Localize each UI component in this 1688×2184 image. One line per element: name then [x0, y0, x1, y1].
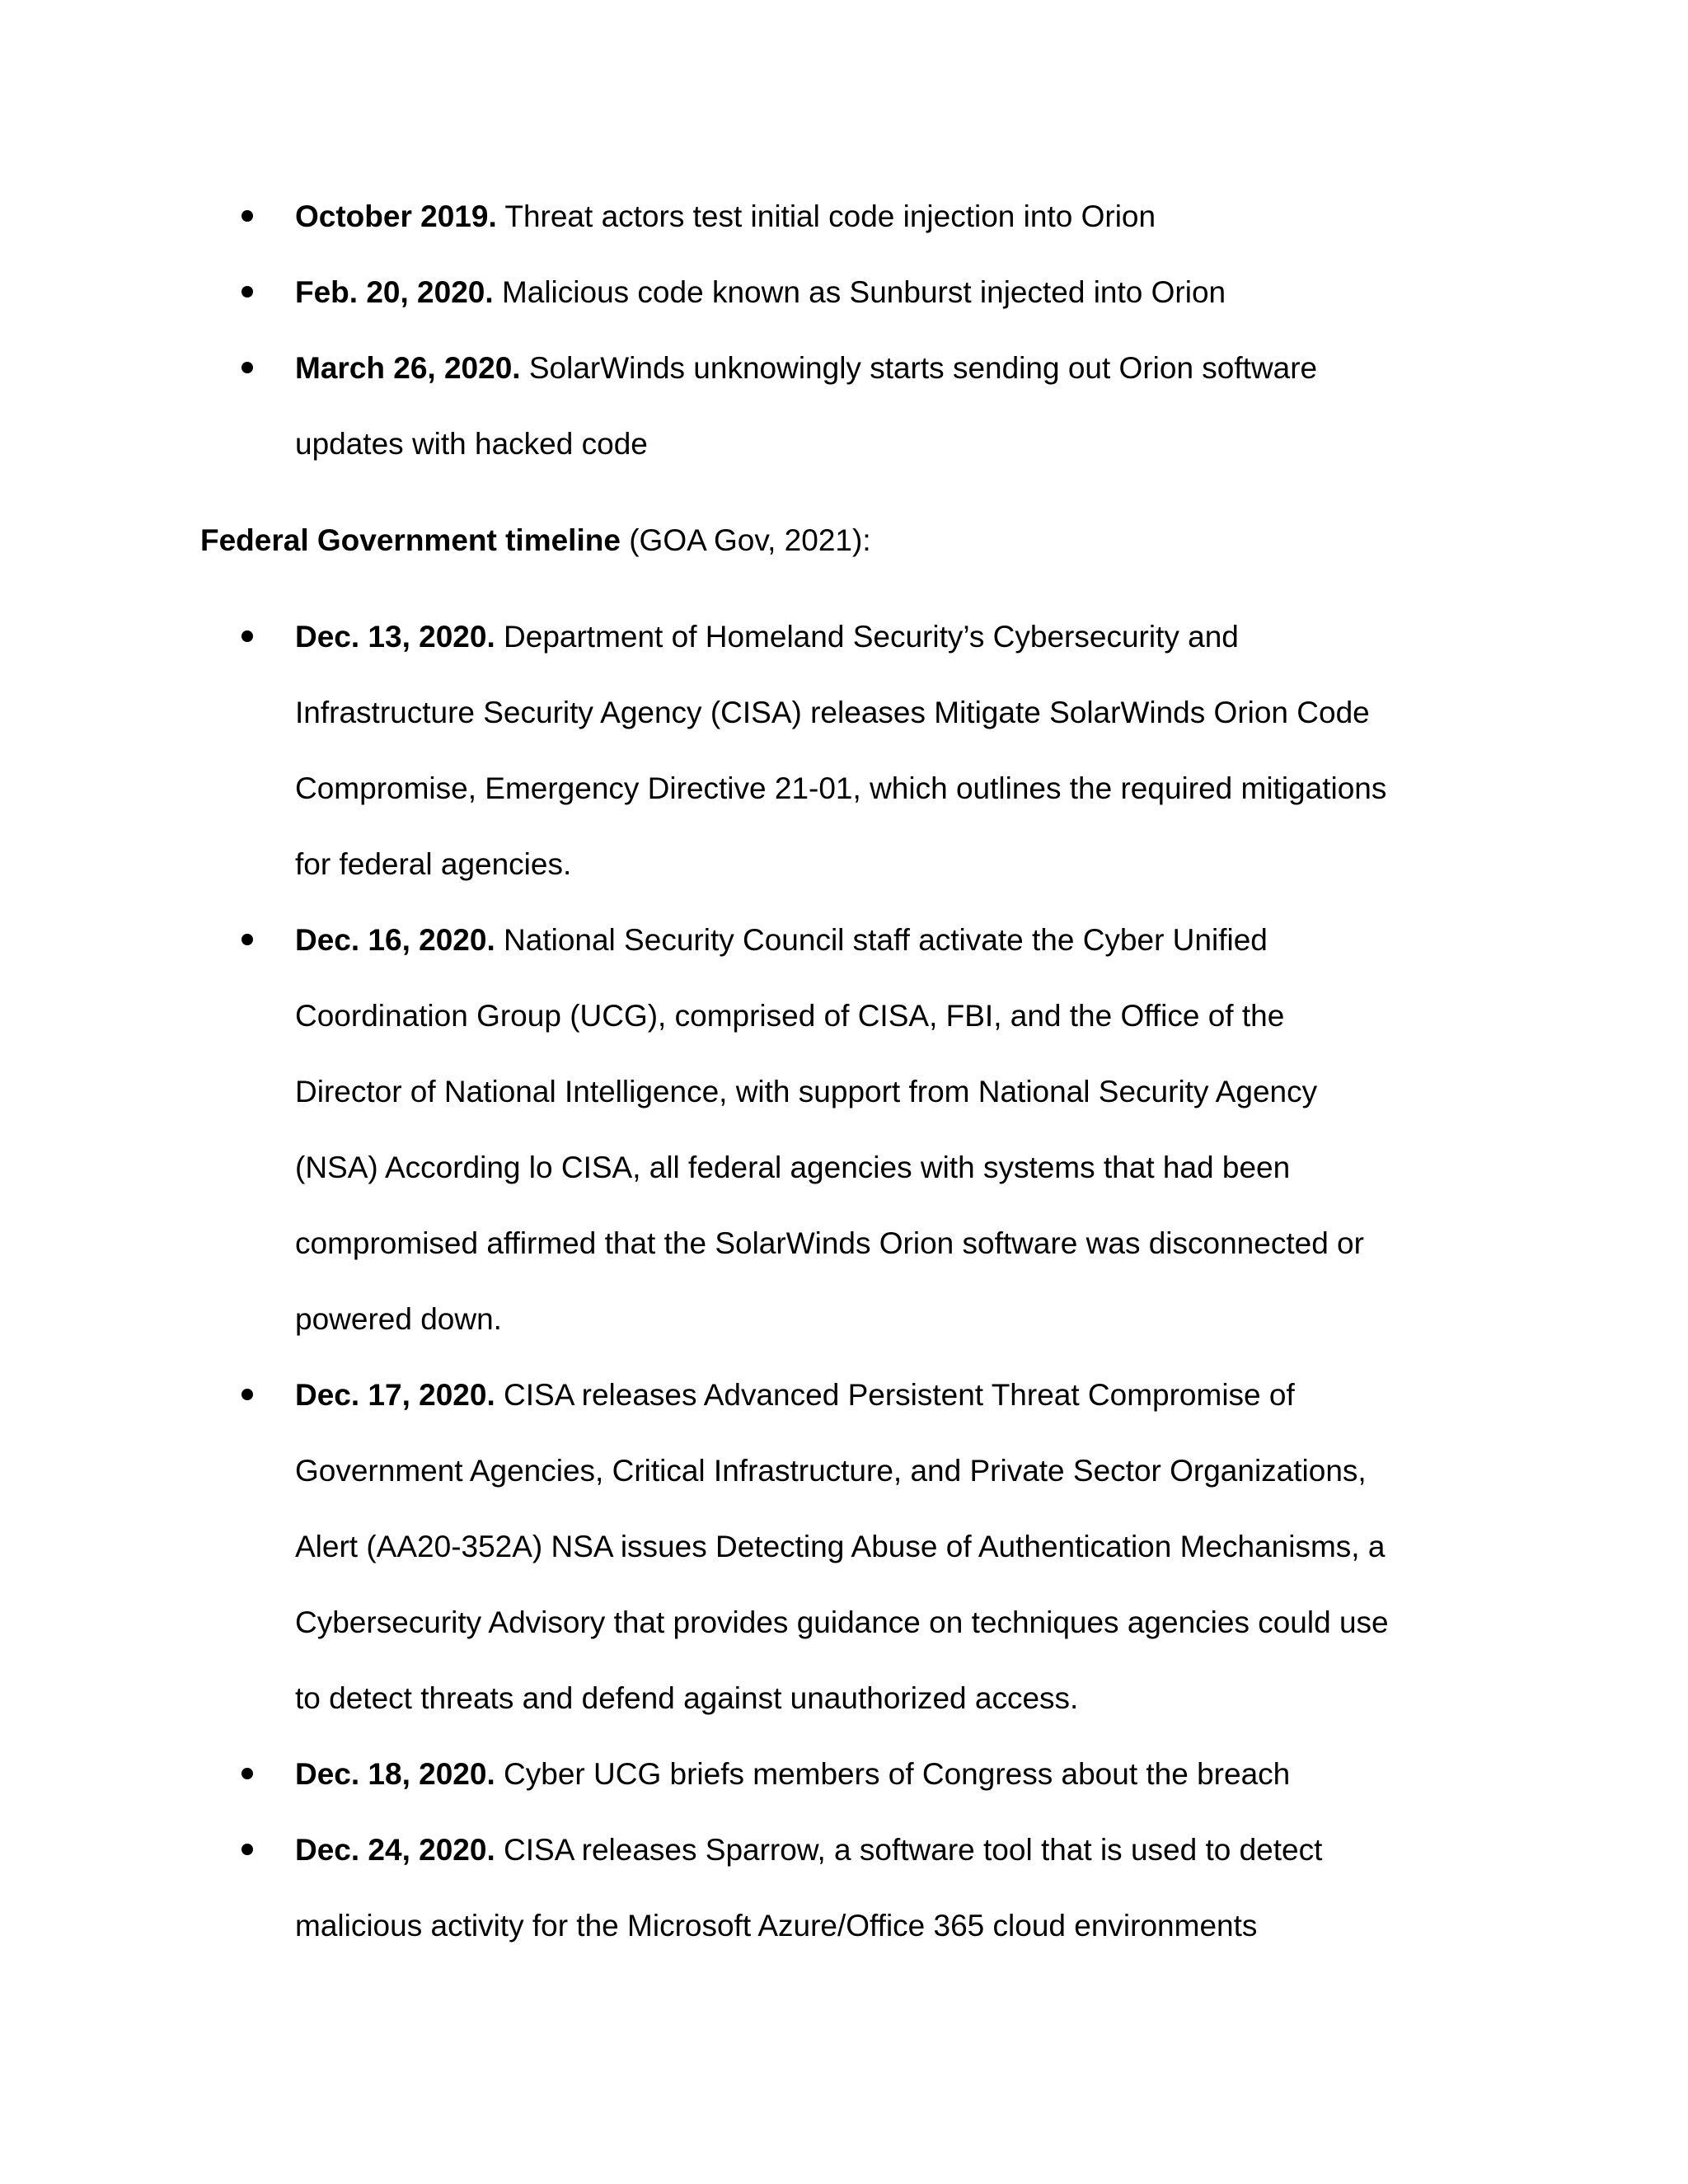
item-date: March 26, 2020.	[295, 351, 521, 385]
item-text: for federal agencies.	[295, 847, 572, 881]
heading-title: Federal Government timeline	[200, 523, 621, 557]
item-text: Malicious code known as Sunburst injected into Orion	[501, 275, 1226, 309]
heading-citation: (GOA Gov, 2021):	[620, 523, 871, 557]
list-item	[0, 599, 1688, 902]
section-heading	[200, 503, 871, 579]
list-item	[0, 1812, 1688, 1964]
bullet-icon	[241, 362, 253, 373]
bullet-icon	[241, 1844, 253, 1855]
item-text: updates with hacked code	[295, 427, 648, 461]
item-text: Alert (AA20-352A) NSA issues Detecting Abuse of Authentication Mechanisms, a	[295, 1530, 1386, 1563]
intro-timeline-list	[0, 179, 1688, 482]
item-text: powered down.	[295, 1302, 502, 1336]
item-date: Dec. 24, 2020.	[295, 1833, 495, 1867]
item-date: Dec. 18, 2020.	[295, 1757, 495, 1791]
item-text: Infrastructure Security Agency (CISA) releases Mitigate SolarWinds Orion Code	[295, 696, 1370, 729]
item-text: to detect threats and defend against unauthorized access.	[295, 1681, 1079, 1715]
item-date: Dec. 17, 2020.	[295, 1378, 495, 1412]
item-date: Dec. 13, 2020.	[295, 620, 495, 654]
item-text: National Security Council staff activate the Cyber Unified	[504, 923, 1268, 957]
bullet-icon	[241, 286, 253, 298]
item-text: (NSA) According lo CISA, all federal agencies with systems that had been	[295, 1151, 1291, 1184]
bullet-icon	[241, 210, 253, 222]
item-text: Compromise, Emergency Directive 21-01, which outlines the required mitigations	[295, 771, 1387, 805]
item-text: Cybersecurity Advisory that provides guidance on techniques agencies could use	[295, 1605, 1389, 1639]
item-text: Director of National Intelligence, with support from National Security Agency	[295, 1075, 1318, 1108]
item-text: compromised affirmed that the SolarWinds Orion software was disconnected or	[295, 1226, 1364, 1260]
item-date: October 2019.	[295, 199, 497, 233]
bullet-icon	[241, 630, 253, 642]
item-text: malicious activity for the Microsoft Azure/Office 365 cloud environments	[295, 1909, 1258, 1943]
item-text: CISA releases Advanced Persistent Threat Compromise of	[504, 1378, 1295, 1412]
item-text: Cyber UCG briefs members of Congress about the breach	[504, 1757, 1291, 1791]
item-text: Coordination Group (UCG), comprised of CISA, FBI, and the Office of the	[295, 999, 1285, 1033]
bullet-icon	[241, 1768, 253, 1779]
bullet-icon	[241, 934, 253, 945]
list-item	[0, 902, 1688, 1357]
list-item	[0, 330, 1688, 482]
item-text: Threat actors test initial code injection into Orion	[504, 199, 1156, 233]
item-date: Feb. 20, 2020.	[295, 275, 494, 309]
item-date: Dec. 16, 2020.	[295, 923, 495, 957]
list-item	[0, 255, 1688, 330]
federal-timeline-list	[0, 599, 1688, 1964]
item-text: CISA releases Sparrow, a software tool that is used to detect	[504, 1833, 1323, 1867]
item-text: SolarWinds unknowingly starts sending out Orion software	[528, 351, 1318, 385]
item-text: Government Agencies, Critical Infrastructure, and Private Sector Organizations,	[295, 1454, 1367, 1488]
list-item	[0, 1736, 1688, 1812]
list-item	[0, 1357, 1688, 1736]
bullet-icon	[241, 1389, 253, 1400]
item-text: Department of Homeland Security’s Cybersecurity and	[504, 620, 1239, 654]
list-item	[0, 179, 1688, 255]
